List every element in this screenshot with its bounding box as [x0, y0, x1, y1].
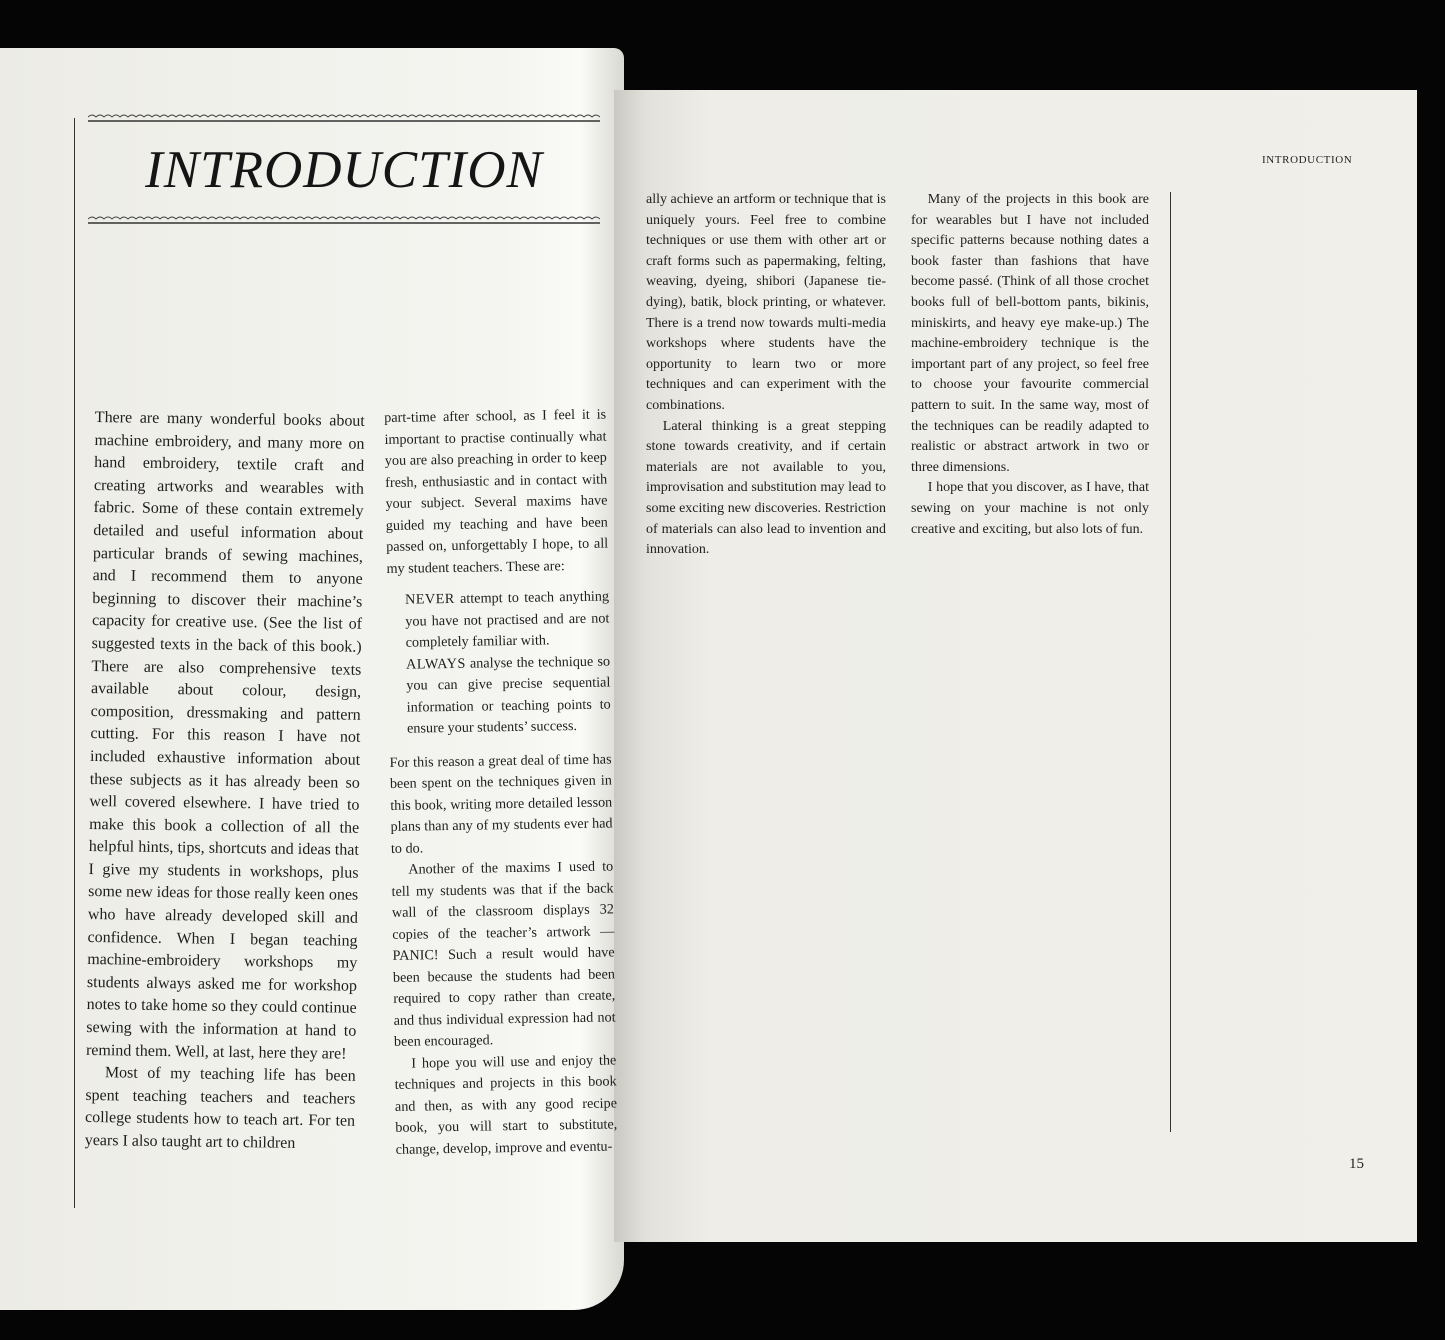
maxim-keyword: ALWAYS	[405, 655, 466, 673]
title-block	[88, 112, 600, 232]
running-head: INTRODUCTION	[1262, 154, 1353, 166]
maxim-keyword: NEVER	[404, 590, 455, 608]
maxim-text: attempt to teach anything you have not practised and are not completely familiar with.	[405, 588, 610, 651]
paragraph: Lateral thinking is a great stepping stone towards creativity, and if certain materials are not available to you, improvisation and substitution may lead to some exciting new discoveries. Restriction of materials can also lead to invention and innovation.	[646, 418, 886, 558]
right-margin-rule	[1170, 192, 1171, 1132]
right-column-2	[911, 190, 1149, 540]
paragraph: part-time after school, as I feel it is important to practise continually what you are also preaching in order to keep fresh, enthusiastic and in contact with your subject. Several maxims have guided my teaching and have been passed on, unforgettably I hope, to all my student teachers. These are:	[384, 406, 609, 577]
maxim-never	[405, 586, 610, 654]
paragraph: I hope you will use and enjoy the techniques and projects in this book and then, as with any good recipe book, you will start to substitute, change, develop, improve and eventu-	[394, 1051, 618, 1158]
left-column-1	[85, 407, 365, 1156]
page-title: INTRODUCTION	[145, 141, 543, 199]
paragraph: Most of my teaching life has been spent teaching teachers and teachers college students how to teach art. For ten years I also taught art to children	[84, 1064, 356, 1152]
left-column-2	[384, 405, 618, 1161]
left-margin-rule	[74, 118, 75, 1208]
paragraph: Many of the projects in this book are for wearables but I have not included specific patterns because nothing dates a book faster than fashions that have become passé. (Think of all those crochet books full of bell-bottom pants, bikinis, miniskirts, and heavy eye make-up.) The machine-embroidery technique is the important part of any project, so feel free to choose your favourite commercial pattern to suit. In the same way, most of the techniques can be readily adapted to realistic or abstract artwork in two or three dimensions.	[911, 192, 1149, 475]
paragraph: For this reason a great deal of time has been spent on the techniques given in this book, writing more detailed lesson plans than any of my students ever had to do.	[389, 750, 613, 857]
paragraph: There are many wonderful books about machine embroidery, and many more on hand embroidery, textile craft and creating artworks and wearables with fabric. Some of these contain extremely detailed and useful information about particular brands of sewing machines, and I recommend them to anyone beginning to discover their machine’s capacity for creative use. (See the list of suggested texts in the back of this book.) There are also comprehensive texts available about colour, design, composition, dressmaking and pattern cutting. For this reason I have not included exhaustive information about these subjects as it has already been so well covered elsewhere. I have tried to make this book a collection of all the helpful hints, tips, shortcuts and ideas that I give my students in workshops, plus some new ideas for those really keen ones who have already developed skill and confidence. When I began teaching machine-embroidery workshops my students always asked me for workshop notes to take home so they could continue sewing with the information at hand to remind them. Well, at last, here they are!	[85, 408, 365, 1063]
right-column-1	[646, 190, 886, 561]
paragraph: I hope that you discover, as I have, that sewing on your machine is not only creative and exciting, but also lots of fun.	[911, 480, 1149, 537]
maxim-always	[406, 651, 611, 740]
paragraph: ally achieve an artform or technique that is uniquely yours. Feel free to combine techniques or use them with other art or craft forms such as papermaking, felting, weaving, dyeing, shibori (Japanese tie-dying), batik, block printing, or whatever. There is a trend now towards multi-media workshops where students have the opportunity to learn two or more techniques and can experiment with the combinations.	[646, 192, 886, 413]
maxim-text: analyse the technique so you can give precise sequential information or teaching points to ensure your students’ success.	[406, 652, 611, 737]
panic-word: PANIC!	[392, 947, 439, 964]
ornament-rule-top-icon	[88, 112, 600, 124]
paragraph: Another of the maxims I used to tell my students was that if the back wall of the classroom displays 32 copies of the teacher’s artwork — PANIC! Such a result would have been because the students had been required to copy rather than create, and thus individual expression had not been encouraged.	[391, 858, 616, 1050]
ornament-rule-bottom-icon	[88, 214, 600, 226]
maxim-list	[405, 586, 611, 740]
page-number: 15	[1349, 1156, 1364, 1172]
